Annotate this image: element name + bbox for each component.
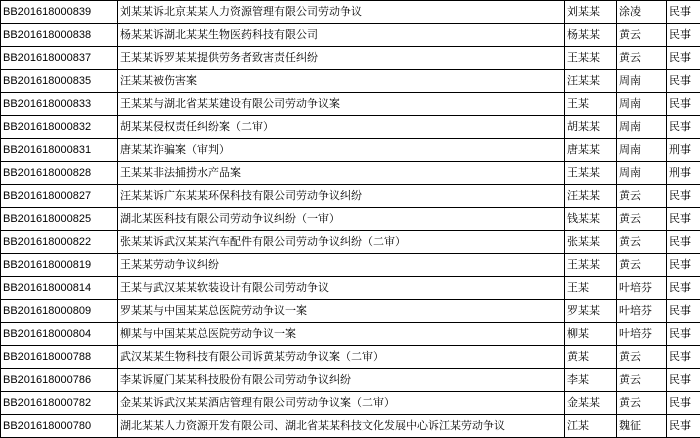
case-id-cell: BB201618000809	[1, 300, 118, 323]
party-name-cell: 钱某某	[565, 208, 617, 231]
case-type-cell: 民事	[667, 185, 700, 208]
case-type-cell: 民事	[667, 415, 700, 438]
party-name-cell: 唐某某	[565, 139, 617, 162]
case-title-cell: 汪某某诉广东某某环保科技有限公司劳动争议纠纷	[118, 185, 565, 208]
case-type-cell: 刑事	[667, 139, 700, 162]
case-title-cell: 柳某与中国某某总医院劳动争议一案	[118, 323, 565, 346]
case-id-cell: BB201618000828	[1, 162, 118, 185]
case-type-cell: 民事	[667, 1, 700, 24]
case-type-cell: 民事	[667, 70, 700, 93]
case-title-cell: 汪某某被伤害案	[118, 70, 565, 93]
case-title-cell: 王某与武汉某某软装设计有限公司劳动争议	[118, 277, 565, 300]
table-row[interactable]	[1, 231, 700, 254]
party-name-cell: 柳某	[565, 323, 617, 346]
case-id-cell: BB201618000780	[1, 415, 118, 438]
table-row[interactable]	[1, 162, 700, 185]
table-row[interactable]	[1, 369, 700, 392]
case-type-cell: 民事	[667, 392, 700, 415]
case-id-cell: BB201618000786	[1, 369, 118, 392]
case-title-cell: 唐某某诈骗案（审判）	[118, 139, 565, 162]
party-name-cell: 杨某某	[565, 24, 617, 47]
judge-name-cell: 黄云	[617, 47, 667, 70]
table-row[interactable]	[1, 392, 700, 415]
party-name-cell: 汪某某	[565, 70, 617, 93]
case-table-body	[1, 1, 700, 438]
case-id-cell: BB201618000788	[1, 346, 118, 369]
case-type-cell: 民事	[667, 208, 700, 231]
case-id-cell: BB201618000835	[1, 70, 118, 93]
case-id-cell: BB201618000839	[1, 1, 118, 24]
table-row[interactable]	[1, 415, 700, 438]
case-id-cell: BB201618000827	[1, 185, 118, 208]
table-row[interactable]	[1, 116, 700, 139]
table-row[interactable]	[1, 1, 700, 24]
case-title-cell: 罗某某与中国某某总医院劳动争议一案	[118, 300, 565, 323]
party-name-cell: 王某	[565, 93, 617, 116]
judge-name-cell: 黄云	[617, 346, 667, 369]
judge-name-cell: 叶培芬	[617, 323, 667, 346]
judge-name-cell: 魏征	[617, 415, 667, 438]
party-name-cell: 张某某	[565, 231, 617, 254]
table-row[interactable]	[1, 300, 700, 323]
case-title-cell: 王某某劳动争议纠纷	[118, 254, 565, 277]
case-id-cell: BB201618000822	[1, 231, 118, 254]
table-row[interactable]	[1, 93, 700, 116]
judge-name-cell: 周南	[617, 162, 667, 185]
judge-name-cell: 叶培芬	[617, 300, 667, 323]
case-title-cell: 湖北某医科技有限公司劳动争议纠纷（一审）	[118, 208, 565, 231]
case-id-cell: BB201618000814	[1, 277, 118, 300]
judge-name-cell: 黄云	[617, 185, 667, 208]
case-title-cell: 张某某诉武汉某某汽车配件有限公司劳动争议纠纷（二审）	[118, 231, 565, 254]
party-name-cell: 王某	[565, 277, 617, 300]
case-title-cell: 王某某非法捕捞水产品案	[118, 162, 565, 185]
party-name-cell: 李某	[565, 369, 617, 392]
case-type-cell: 民事	[667, 300, 700, 323]
case-id-cell: BB201618000782	[1, 392, 118, 415]
table-row[interactable]	[1, 277, 700, 300]
case-type-cell: 民事	[667, 254, 700, 277]
table-row[interactable]	[1, 254, 700, 277]
case-id-cell: BB201618000831	[1, 139, 118, 162]
case-id-cell: BB201618000837	[1, 47, 118, 70]
case-id-cell: BB201618000833	[1, 93, 118, 116]
case-type-cell: 民事	[667, 277, 700, 300]
judge-name-cell: 周南	[617, 93, 667, 116]
case-title-cell: 李某诉厦门某某科技股份有限公司劳动争议纠纷	[118, 369, 565, 392]
table-row[interactable]	[1, 70, 700, 93]
judge-name-cell: 黄云	[617, 24, 667, 47]
judge-name-cell: 黄云	[617, 392, 667, 415]
case-id-cell: BB201618000832	[1, 116, 118, 139]
case-title-cell: 胡某某侵权责任纠纷案（二审）	[118, 116, 565, 139]
case-type-cell: 民事	[667, 346, 700, 369]
party-name-cell: 胡某某	[565, 116, 617, 139]
case-title-cell: 武汉某某生物科技有限公司诉黄某劳动争议案（二审）	[118, 346, 565, 369]
case-type-cell: 民事	[667, 24, 700, 47]
judge-name-cell: 周南	[617, 116, 667, 139]
judge-name-cell: 黄云	[617, 254, 667, 277]
case-title-cell: 金某某诉武汉某某酒店管理有限公司劳动争议案（二审）	[118, 392, 565, 415]
case-id-cell: BB201618000819	[1, 254, 118, 277]
case-type-cell: 民事	[667, 93, 700, 116]
case-type-cell: 民事	[667, 369, 700, 392]
judge-name-cell: 涂凌	[617, 1, 667, 24]
table-row[interactable]	[1, 346, 700, 369]
case-title-cell: 杨某某诉湖北某某生物医药科技有限公司	[118, 24, 565, 47]
case-type-cell: 刑事	[667, 162, 700, 185]
case-id-cell: BB201618000838	[1, 24, 118, 47]
judge-name-cell: 周南	[617, 70, 667, 93]
judge-name-cell: 黄云	[617, 208, 667, 231]
table-row[interactable]	[1, 24, 700, 47]
judge-name-cell: 黄云	[617, 231, 667, 254]
case-id-cell: BB201618000825	[1, 208, 118, 231]
party-name-cell: 江某	[565, 415, 617, 438]
table-row[interactable]	[1, 185, 700, 208]
case-type-cell: 民事	[667, 116, 700, 139]
party-name-cell: 汪某某	[565, 185, 617, 208]
party-name-cell: 刘某某	[565, 1, 617, 24]
judge-name-cell: 叶培芬	[617, 277, 667, 300]
party-name-cell: 黄某	[565, 346, 617, 369]
table-row[interactable]	[1, 208, 700, 231]
table-row[interactable]	[1, 47, 700, 70]
case-type-cell: 民事	[667, 47, 700, 70]
judge-name-cell: 黄云	[617, 369, 667, 392]
party-name-cell: 王某某	[565, 162, 617, 185]
case-title-cell: 王某某诉罗某某提供劳务者致害责任纠纷	[118, 47, 565, 70]
case-id-cell: BB201618000804	[1, 323, 118, 346]
judge-name-cell: 周南	[617, 139, 667, 162]
case-title-cell: 王某某与湖北省某某建设有限公司劳动争议案	[118, 93, 565, 116]
case-type-cell: 民事	[667, 323, 700, 346]
case-title-cell: 刘某某诉北京某某人力资源管理有限公司劳动争议	[118, 1, 565, 24]
table-row[interactable]	[1, 323, 700, 346]
party-name-cell: 金某某	[565, 392, 617, 415]
party-name-cell: 罗某某	[565, 300, 617, 323]
party-name-cell: 王某某	[565, 254, 617, 277]
table-row[interactable]	[1, 139, 700, 162]
case-type-cell: 民事	[667, 231, 700, 254]
case-title-cell: 湖北某某人力资源开发有限公司、湖北省某某科技文化发展中心诉江某劳动争议	[118, 415, 565, 438]
party-name-cell: 王某某	[565, 47, 617, 70]
